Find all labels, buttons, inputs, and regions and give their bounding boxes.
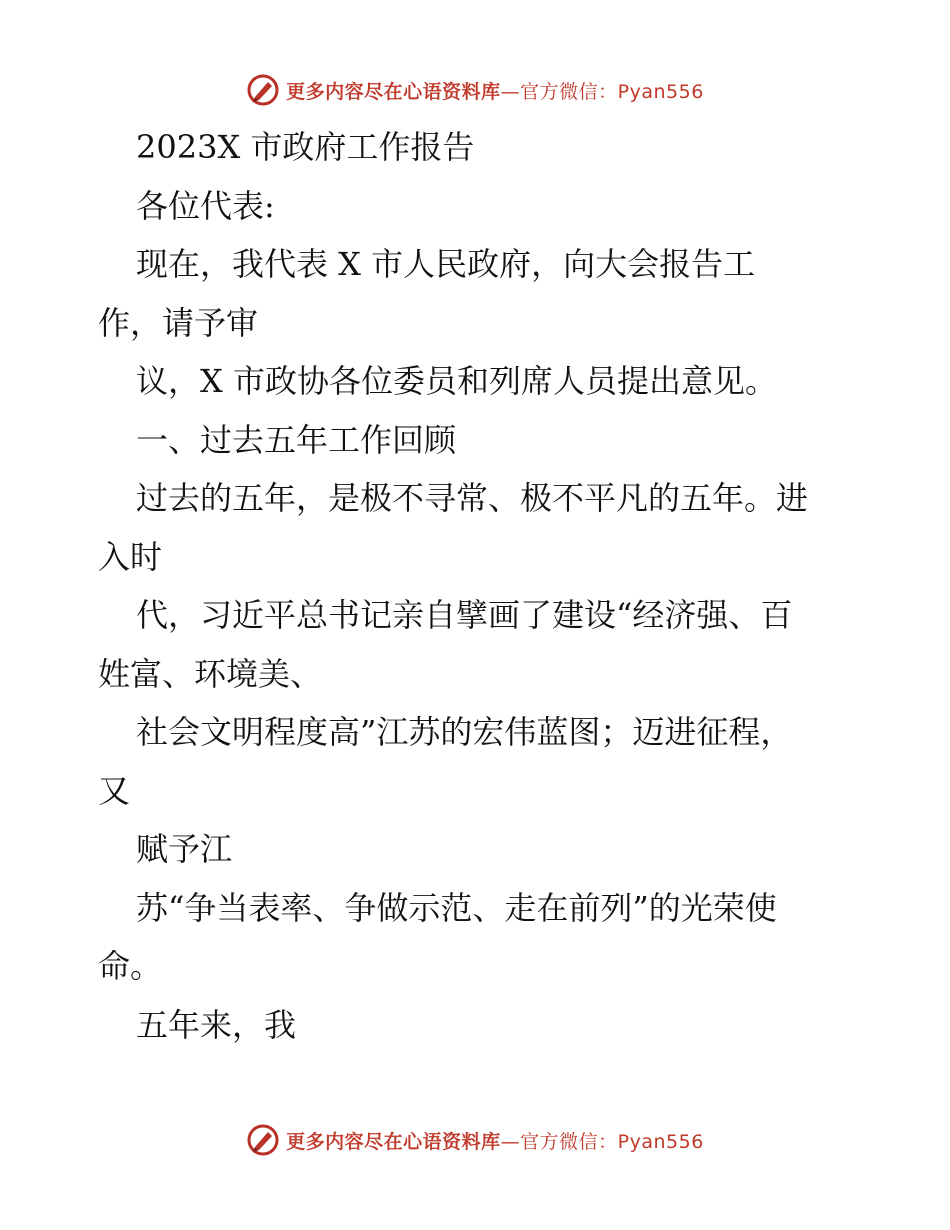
text-line: 代，习近平总书记亲自擘画了建设“经济强、百 [136,596,793,634]
text-line: 一、过去五年工作回顾 [136,420,457,459]
text-line: 姓富、环境美、 [98,654,323,693]
text-line: 议，X 市政协各位委员和列席人员提出意见。 [136,362,777,400]
document-title: 2023X 市政府工作报告 [136,128,475,166]
text-line: 社会文明程度高”江苏的宏伟蓝图；迈进征程， [136,713,793,751]
text-line: 五年来，我 [136,1005,297,1044]
footer-watermark [0,1120,950,1160]
document-body [98,118,868,1054]
text-line: 作，请予审 [98,303,259,342]
watermark-text [286,77,704,104]
watermark-separator: — [500,1130,521,1153]
text-line: 入时 [98,537,163,576]
pen-seal-logo-icon [246,73,280,107]
text-line: 过去的五年，是极不寻常、极不平凡的五年。进 [136,479,809,517]
watermark-text [286,1127,704,1154]
text-line: 现在，我代表 X 市人民政府，向大会报告工 [136,245,756,283]
pen-seal-logo-icon [246,1123,280,1157]
watermark-main: 更多内容尽在心语资料库 [286,1130,501,1153]
watermark-contact: 官方微信：Pyan556 [520,80,704,103]
text-line: 又 [98,771,131,810]
text-line: 苏“争当表率、争做示范、走在前列”的光荣使 [136,888,777,927]
watermark-separator: — [500,80,521,103]
watermark-contact: 官方微信：Pyan556 [520,1130,704,1153]
text-line: 命。 [98,947,163,985]
watermark-main: 更多内容尽在心语资料库 [286,80,501,103]
text-line: 各位代表: [136,186,275,225]
text-line: 赋予江 [136,830,233,868]
header-watermark [0,70,950,110]
